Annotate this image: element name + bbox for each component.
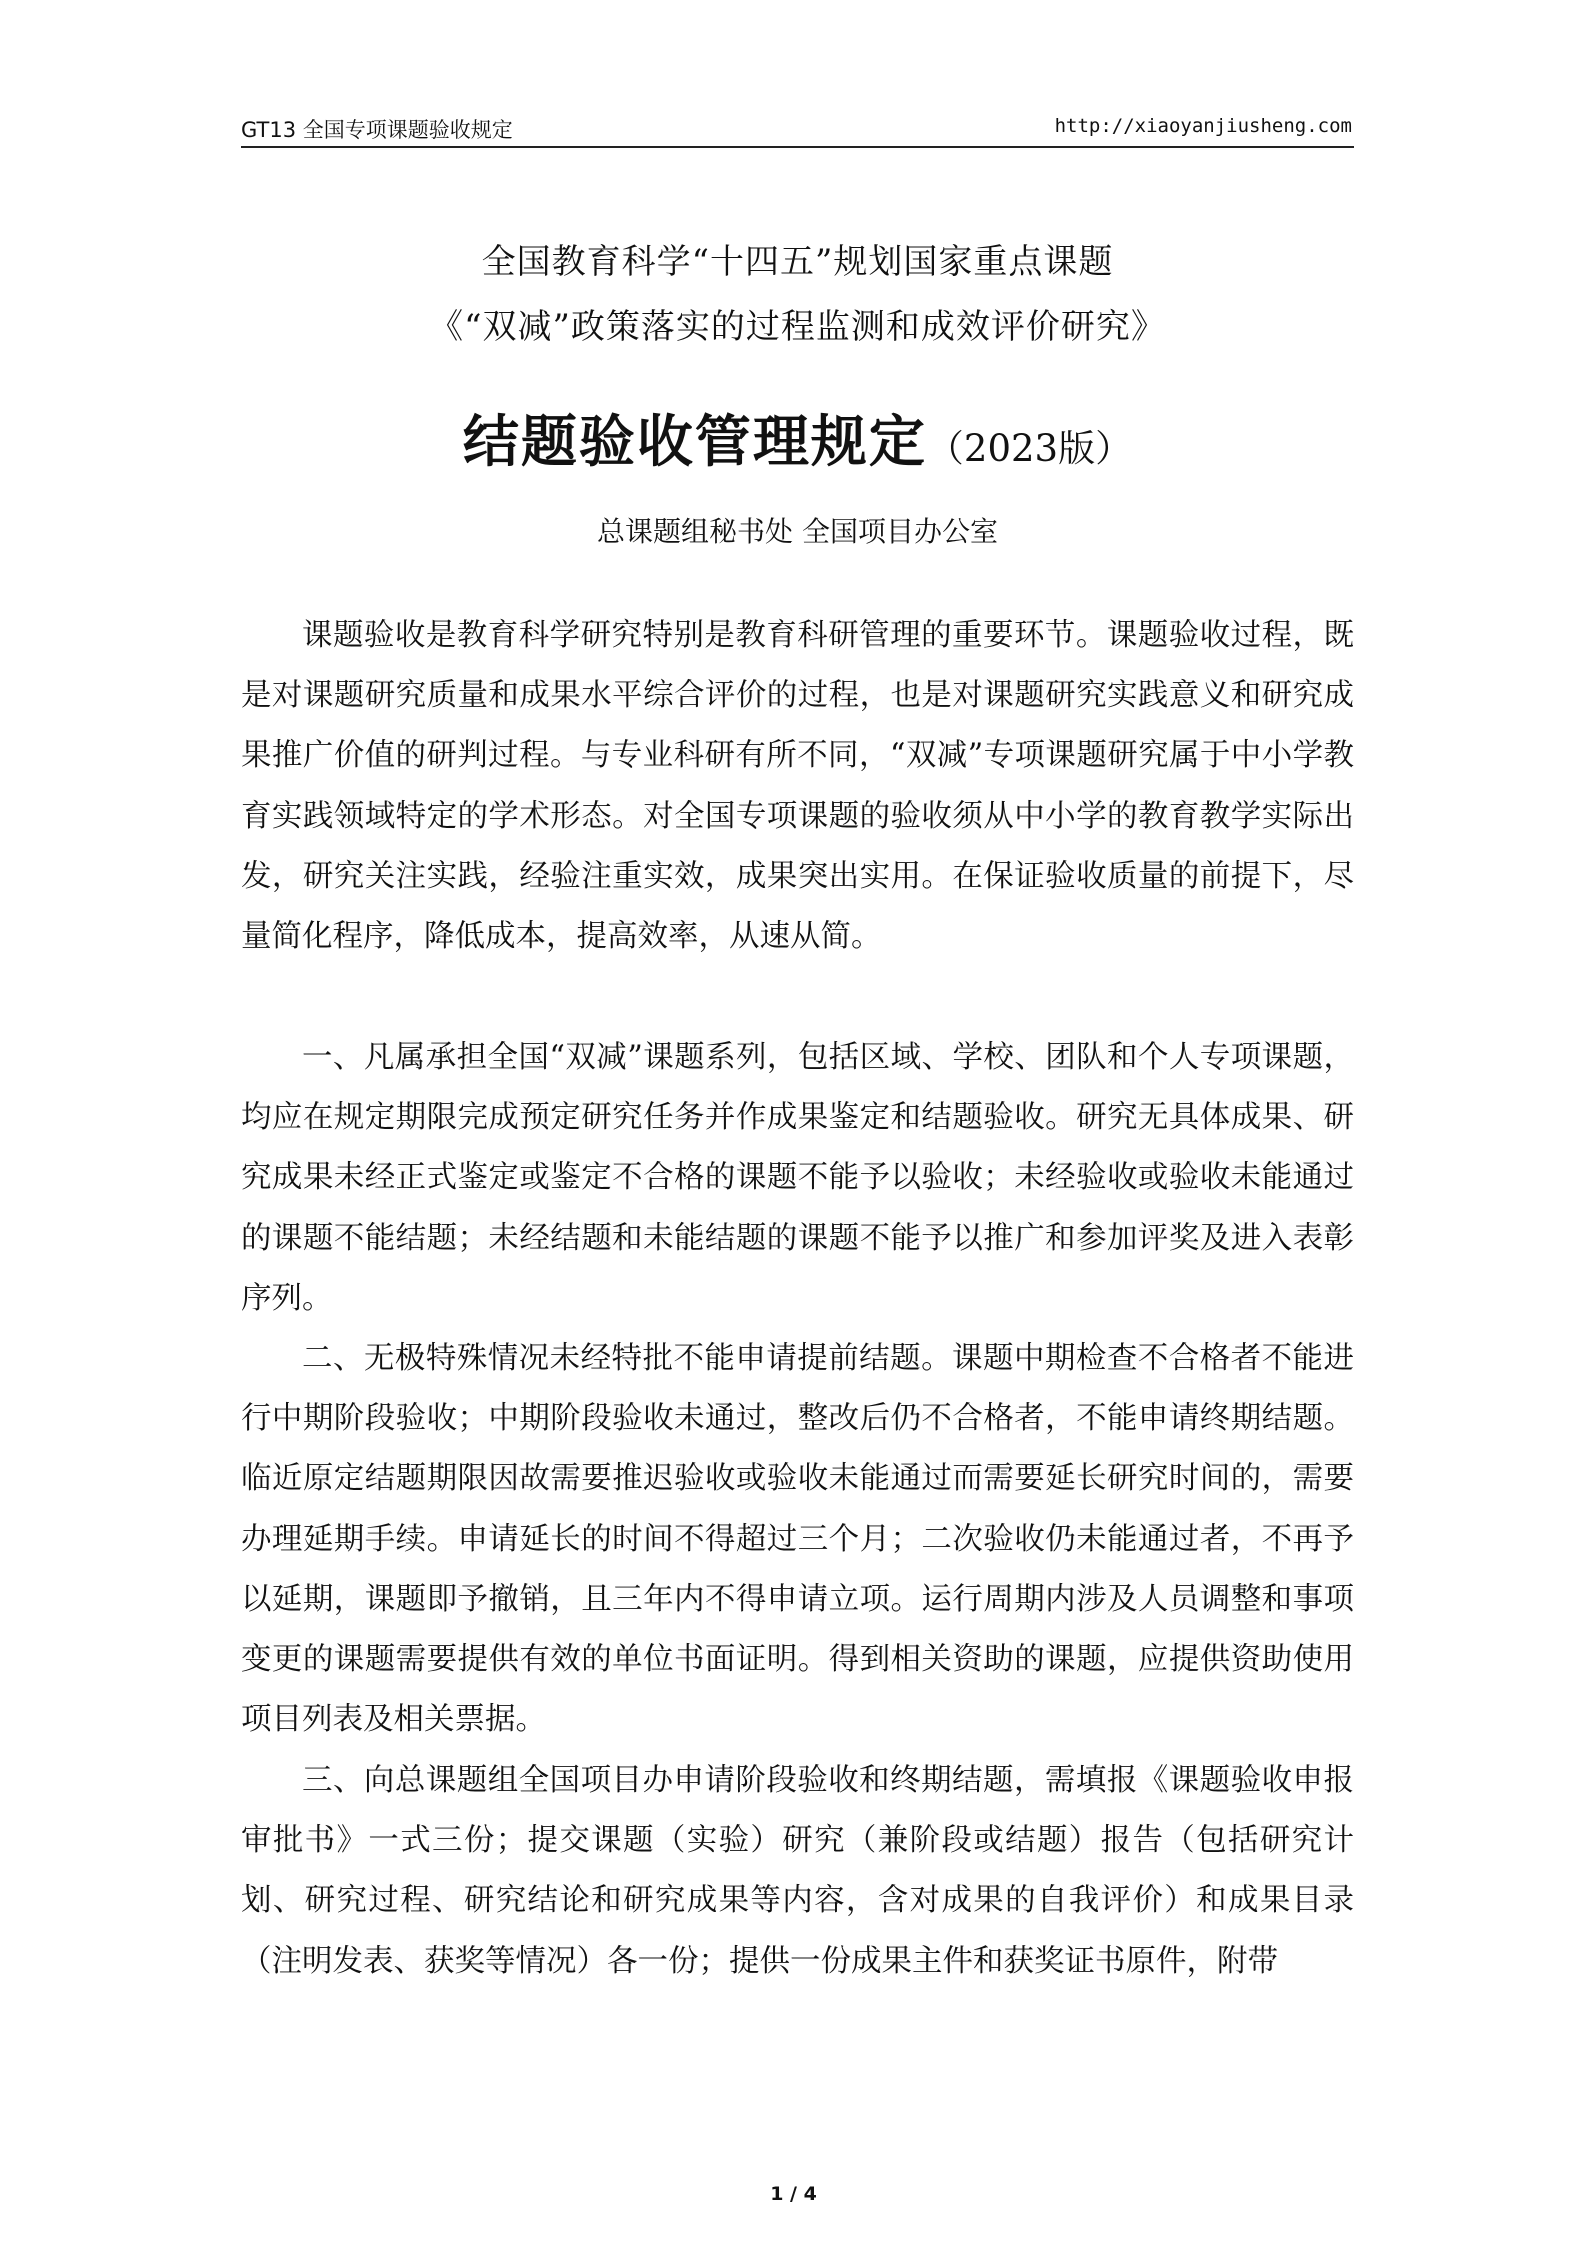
project-subtitle: 全国教育科学“十四五”规划国家重点课题: [481, 242, 1114, 282]
section-2-paragraph: 二、无极特殊情况未经特批不能申请提前结题。课题中期检查不合格者不能进行中期阶段验收；中期阶段验收未通过，整改后仍不合格者，不能申请终期结题。临近原定结题期限因故需要推迟验收或验收未能通过而需要延长研究时间的，需要办理延期手续。申请延长的时间不得超过三个月；二次验收仍未能通过者，不再予以延期，课题即予撤销，且三年内不得申请立项。运行周期内涉及人员调整和事项变更的课题需要提供有效的单位书面证明。得到相关资助的课题，应提供资助使用项目列表及相关票据。: [241, 1341, 1354, 1738]
section-1-paragraph: 一、凡属承担全国“双减”课题系列，包括区域、学校、团队和个人专项课题，均应在规定期限完成预定研究任务并作成果鉴定和结题验收。研究无具体成果、研究成果未经正式鉴定或鉴定不合格的课题不能予以验收；未经验收或验收未能通过的课题不能结题；未经结题和未能结题的课题不能予以推广和参加评奖及进入表彰序列。: [241, 1040, 1354, 1316]
issuer-line: 总课题组秘书处 全国项目办公室: [597, 515, 998, 548]
page-number: 1 / 4: [770, 2183, 817, 2205]
page-title: [241, 398, 1354, 478]
header-website-url: http://xiaoyanjiusheng.com: [1054, 115, 1352, 137]
intro-paragraph: 课题验收是教育科学研究特别是教育科研管理的重要环节。课题验收过程，既是对课题研究质量和成果水平综合评价的过程，也是对课题研究实践意义和研究成果推广价值的研判过程。与专业科研有所不同，“双减”专项课题研究属于中小学教育实践领域特定的学术形态。对全国专项课题的验收须从中小学的教育教学实际出发，研究关注实践，经验注重实效，成果突出实用。在保证验收质量的前提下，尽量简化程序，降低成本，提高效率，从速从简。: [241, 618, 1354, 955]
research-topic-title: 《“双减”政策落实的过程监测和成效评价研究》: [429, 307, 1166, 347]
title-edition: （2023版）: [926, 427, 1133, 470]
page-header: [241, 112, 1354, 148]
title-main-text: 结题验收管理规定: [462, 410, 927, 475]
section-3-paragraph: 三、向总课题组全国项目办申请阶段验收和终期结题，需填报《课题验收申报审批书》一式三份；提交课题（实验）研究（兼阶段或结题）报告（包括研究计划、研究过程、研究结论和研究成果等内容，含对成果的自我评价）和成果目录（注明发表、获奖等情况）各一份；提供一份成果主件和获奖证书原件，附带: [241, 1763, 1354, 1979]
header-document-code: GT13 全国专项课题验收规定: [241, 118, 513, 142]
